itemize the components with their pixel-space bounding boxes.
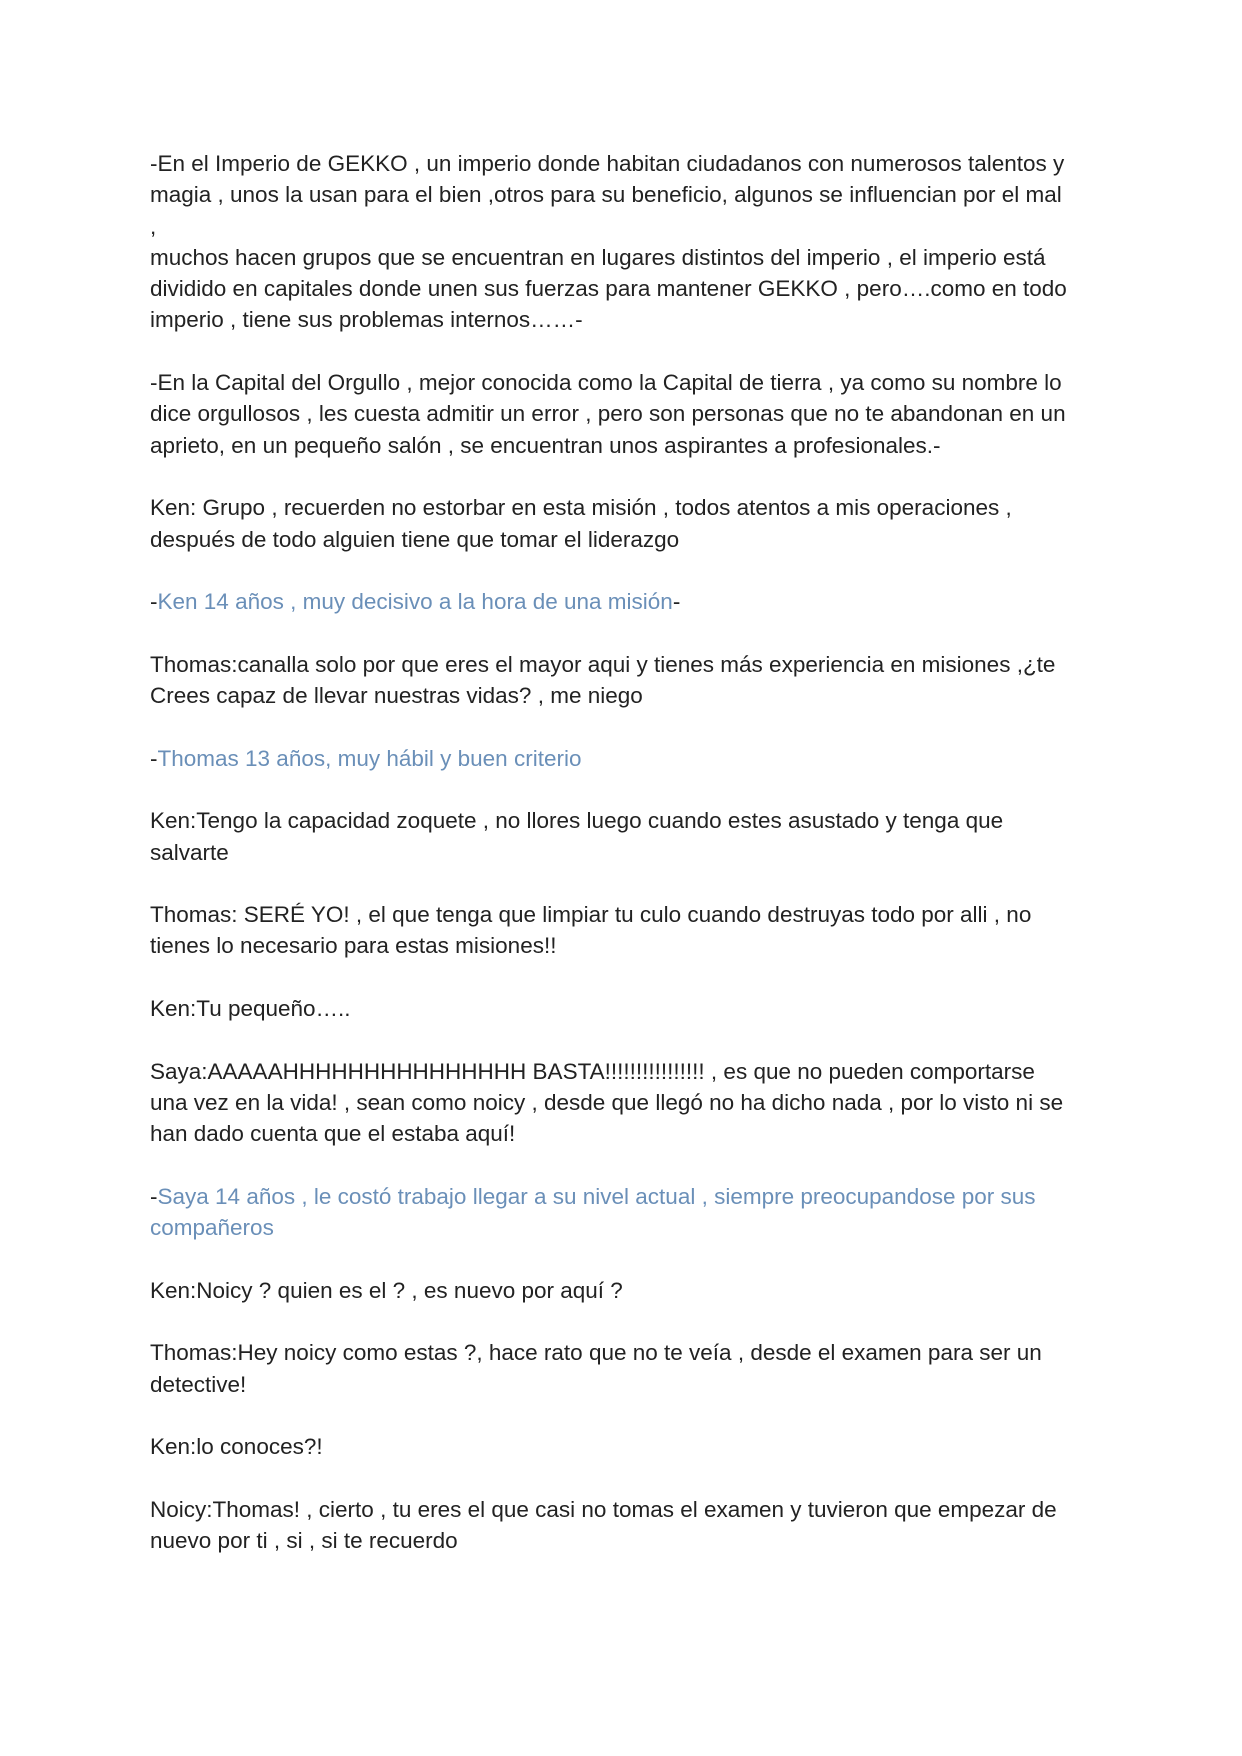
ken-dialogue-1 (150, 492, 1090, 555)
text-line: imperio , tiene sus problemas internos……- (150, 307, 583, 333)
dash-open: - (150, 1183, 158, 1209)
text-line: detective! (150, 1371, 247, 1397)
text-line (150, 586, 1090, 617)
ken-dialogue-5 (150, 1431, 1090, 1462)
document-body (150, 148, 1090, 1556)
text-line: dice orgullosos , les cuesta admitir un error , pero son personas que no te abandonan en un (150, 401, 1066, 427)
text-line: muchos hacen grupos que se encuentran en lugares distintos del imperio , el imperio está (150, 244, 1046, 270)
ken-dialogue-4 (150, 1275, 1090, 1306)
dash-close: - (672, 589, 681, 615)
text-line: , (150, 213, 157, 239)
text-line: Noicy:Thomas! , cierto , tu eres el que casi no tomas el examen y tuvieron que empezar de (150, 1496, 1057, 1522)
text-line: nuevo por ti , si , si te recuerdo (150, 1528, 458, 1554)
thomas-dialogue-2 (150, 899, 1090, 962)
character-description-text: Saya 14 años , le costó trabajo llegar a su nivel actual , siempre preocupandose por sus (157, 1183, 1036, 1209)
character-description-text: compañeros (150, 1215, 274, 1241)
text-line: después de todo alguien tiene que tomar el liderazgo (150, 526, 680, 552)
text-line: Ken:Tu pequeño….. (150, 996, 351, 1022)
text-line: -En la Capital del Orgullo , mejor conocida como la Capital de tierra , ya como su nombre lo (150, 370, 1062, 396)
saya-description (150, 1181, 1090, 1244)
text-line: han dado cuenta que el estaba aquí! (150, 1121, 516, 1147)
text-line: aprieto, en un pequeño salón , se encuentran unos aspirantes a profesionales.- (150, 432, 941, 458)
text-line: Ken: Grupo , recuerden no estorbar en esta misión , todos atentos a mis operaciones , (150, 495, 1012, 521)
thomas-description (150, 743, 1090, 774)
dash-open: - (150, 745, 158, 771)
noicy-dialogue-1 (150, 1494, 1090, 1557)
thomas-dialogue-1 (150, 649, 1090, 712)
ken-dialogue-3 (150, 993, 1090, 1024)
text-line: Thomas:Hey noicy como estas ?, hace rato que no te veía , desde el examen para ser un (150, 1340, 1042, 1366)
text-line: dividido en capitales donde unen sus fuerzas para mantener GEKKO , pero….como en todo (150, 276, 1067, 302)
text-line: Thomas: SERÉ YO! , el que tenga que limpiar tu culo cuando destruyas todo por alli , no (150, 902, 1032, 928)
text-line: Ken:Tengo la capacidad zoquete , no llores luego cuando estes asustado y tenga que (150, 808, 1004, 834)
ken-description (150, 586, 1090, 617)
intro-paragraph (150, 148, 1090, 336)
text-line (150, 743, 1090, 774)
dash-open: - (150, 589, 158, 615)
text-line: Saya:AAAAAHHHHHHHHHHHHHHH BASTA!!!!!!!!!!!!!!!! , es que no pueden comportarse (150, 1058, 1035, 1084)
text-line: Crees capaz de llevar nuestras vidas? , me niego (150, 683, 643, 709)
text-line: salvarte (150, 839, 229, 865)
text-line: -En el Imperio de GEKKO , un imperio donde habitan ciudadanos con numerosos talentos y (150, 151, 1065, 176)
ken-dialogue-2 (150, 805, 1090, 868)
text-line: Thomas:canalla solo por que eres el mayor aqui y tienes más experiencia en misiones ,¿te (150, 651, 1056, 677)
saya-dialogue-1 (150, 1056, 1090, 1150)
text-line (150, 1181, 1090, 1212)
text-line: una vez en la vida! , sean como noicy , desde que llegó no ha dicho nada , por lo visto ni se (150, 1089, 1064, 1115)
text-line: Ken:lo conoces?! (150, 1434, 323, 1460)
text-line: magia , unos la usan para el bien ,otros para su beneficio, algunos se influencian por el mal (150, 182, 1062, 208)
text-line: tienes lo necesario para estas misiones!! (150, 933, 557, 959)
text-line: Ken:Noicy ? quien es el ? , es nuevo por aquí ? (150, 1277, 623, 1303)
character-description-text: Ken 14 años , muy decisivo a la hora de una misión (157, 589, 673, 615)
thomas-dialogue-3 (150, 1337, 1090, 1400)
capital-paragraph (150, 367, 1090, 461)
character-description-text: Thomas 13 años, muy hábil y buen criterio (157, 745, 582, 771)
